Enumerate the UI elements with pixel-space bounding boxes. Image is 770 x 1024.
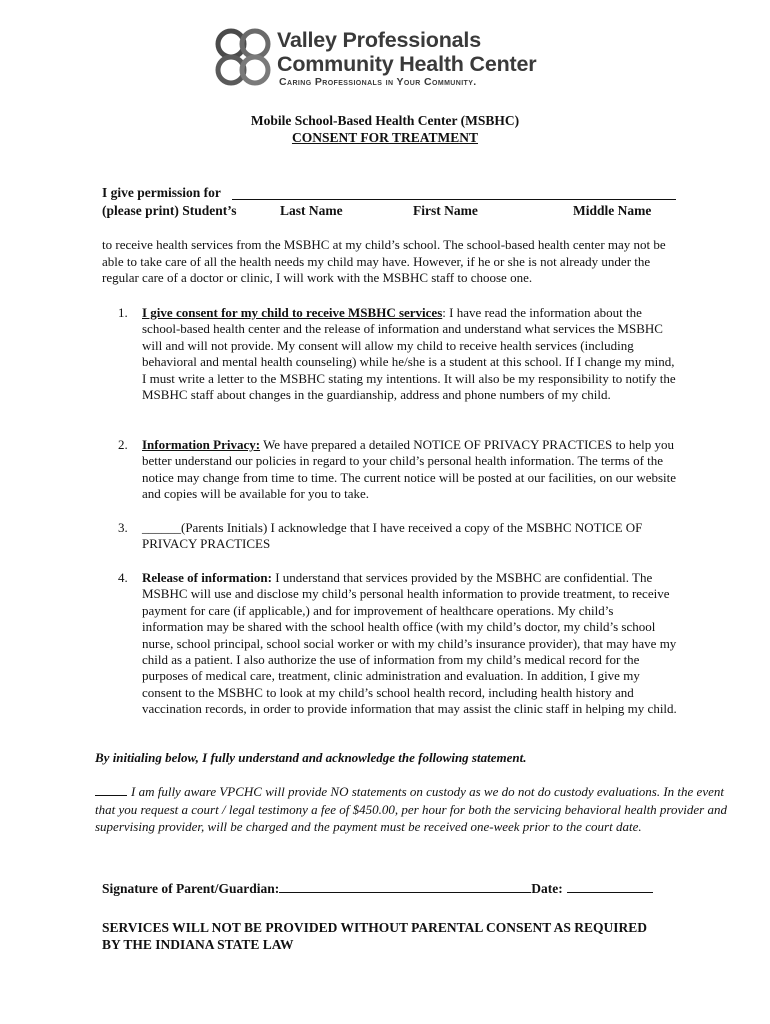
- signature-field[interactable]: [279, 880, 531, 893]
- document-title: [0, 112, 770, 146]
- last-name-caption: Last Name: [280, 203, 343, 218]
- item-text: : I have read the information about the school-based health center and the release of information and understand what services the MSBHC will and will not provide. My consent will allow my child to receive health services (including behavioral and mental health counseling) while he/she is a student at this school. If I change my mind, I must write a letter to the MSBHC stating my intentions. It will also be my responsibility to notify the MSBHC staff about changes in the guardianship, address and phone numbers of my child.: [142, 305, 676, 403]
- organization-logo: [213, 27, 573, 91]
- interlocking-rings-logo-icon: [213, 27, 277, 89]
- title-line2: CONSENT FOR TREATMENT: [291, 130, 479, 145]
- organization-tagline: Caring Professionals in Your Community.: [279, 76, 477, 88]
- date-field[interactable]: [567, 880, 653, 893]
- organization-name-line1: Valley Professionals: [277, 28, 481, 52]
- organization-name: [277, 28, 536, 76]
- print-label: (please print) Student’s: [102, 203, 237, 218]
- item-number: 2.: [118, 437, 128, 452]
- signature-label: Signature of Parent/Guardian:: [102, 881, 280, 896]
- legal-footer: SERVICES WILL NOT BE PROVIDED WITHOUT PARENTAL CONSENT AS REQUIRED BY THE INDIANA STATE LAW: [102, 920, 648, 952]
- item-number: 4.: [118, 570, 128, 585]
- item-text: I understand that services provided by the MSBHC are confidential. The MSBHC will use and disclose my child’s personal health information to provide treatment, to receive payment for care (if applicable,) and for improvement of healthcare operations. My child’s information may be shared with the school health office (with my child’s doctor, my child’s school nurse, school principal, school social worker or with my child’s insurance provider), that may have my child as a patient. I also authorize the use of information from my child’s medical record for the purposes of medical care, treatment, clinic administration and evaluation. In addition, I give my consent to the MSBHC to look at my child’s school health record, including health history and vaccination records, in order to provide information that may assist the clinic staff in helping my child.: [142, 570, 677, 717]
- item-heading: Information Privacy:: [142, 437, 261, 452]
- item-heading: I give consent for my child to receive MSBHC services: [142, 305, 443, 320]
- custody-statement: [95, 783, 735, 836]
- initials-field[interactable]: [95, 784, 127, 796]
- signature-row: [102, 880, 653, 897]
- date-label: Date:: [531, 881, 563, 896]
- consent-item-1: [118, 305, 678, 403]
- custody-statement-text: I am fully aware VPCHC will provide NO statements on custody as we do not do custody evaluations. In the event that you request a court / legal testimony a fee of $450.00, per hour for both the servicing behavioral health provider and supervising provider, will be charged and the payment must be received one-week prior to the court date.: [95, 784, 727, 834]
- organization-name-line2: Community Health Center: [277, 52, 537, 76]
- item-number: 1.: [118, 305, 128, 320]
- acknowledge-statement: By initialing below, I fully understand and acknowledge the following statement.: [95, 750, 527, 765]
- intro-paragraph: to receive health services from the MSBHC at my child’s school. The school-based health center may not be able to take care of all the health needs my child may have. However, if he or she is not already under the regular care of a doctor or clinic, I will work with the MSBHC staff to choose one.: [102, 237, 666, 285]
- first-name-caption: First Name: [413, 203, 478, 218]
- middle-name-caption: Middle Name: [573, 203, 652, 218]
- student-name-field[interactable]: [232, 199, 676, 200]
- item-heading: Release of information:: [142, 570, 272, 585]
- consent-item-3: [118, 520, 678, 553]
- student-name-captions: [102, 203, 702, 221]
- permission-label: I give permission for: [102, 185, 221, 200]
- title-line1: Mobile School-Based Health Center (MSBHC): [250, 113, 520, 128]
- consent-item-2: [118, 437, 678, 503]
- item-text: ______(Parents Initials) I acknowledge that I have received a copy of the MSBHC NOTICE OF PRIVACY PRACTICES: [142, 520, 643, 552]
- item-number: 3.: [118, 520, 128, 535]
- item-text: We have prepared a detailed NOTICE OF PRIVACY PRACTICES to help you better understand our policies in regard to your child’s personal health information. The terms of the notice may change from time to time. The current notice will be posted at our facilities, on our website and copies will be available for you to take.: [142, 437, 677, 502]
- consent-item-4: [118, 570, 678, 718]
